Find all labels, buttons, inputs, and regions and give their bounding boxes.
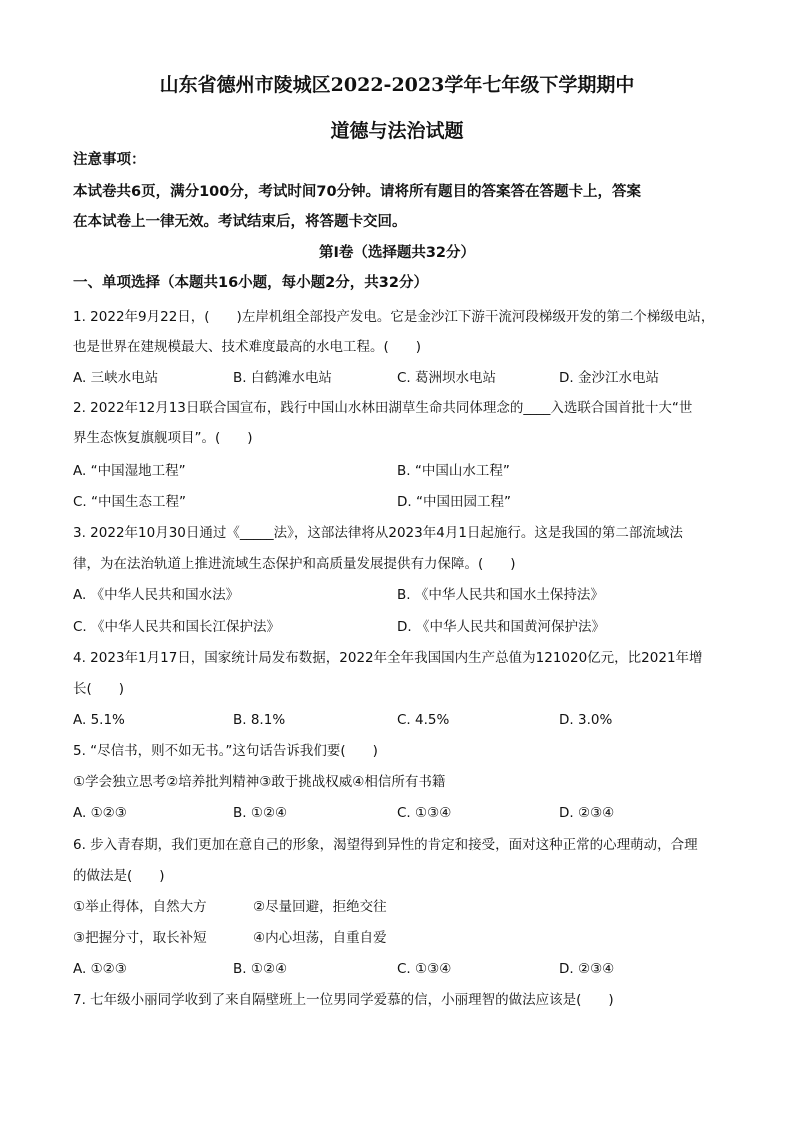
q1-option-a: A. 三峡水电站 xyxy=(73,370,159,386)
q6-option-b: B. ①②④ xyxy=(233,961,288,977)
q5-option-a: A. ①②③ xyxy=(73,805,127,821)
q6-option-a: A. ①②③ xyxy=(73,961,127,977)
section-title: 一、单项选择（本题共16小题，每小题2分，共32分） xyxy=(73,275,428,291)
part-title: 第Ⅰ卷（选择题共32分） xyxy=(318,245,476,261)
question-5-statements: ①学会独立思考②培养批判精神③敢于挑战权威④相信所有书籍 xyxy=(73,774,446,790)
question-6-text: 6. 步入青春期，我们更加在意自己的形象，渴望得到异性的肯定和接受，面对这种正常的心理萌动，合理 xyxy=(73,837,698,853)
q6-option-c: C. ①③④ xyxy=(397,961,452,977)
notice-line: 本试卷共6页，满分100分，考试时间70分钟。请将所有题目的答案答在答题卡上，答案 xyxy=(73,184,642,200)
question-3-text: 律，为在法治轨道上推进流域生态保护和高质量发展提供有力保障。( ) xyxy=(73,556,516,572)
q6-statement: ④内心坦荡，自重自爱 xyxy=(253,930,387,946)
q3-option-c: C. 《中华人民共和国长江保护法》 xyxy=(73,619,281,635)
q1-option-c: C. 葛洲坝水电站 xyxy=(397,370,497,386)
q2-option-a: A. “中国湿地工程” xyxy=(73,463,186,479)
q3-option-d: D. 《中华人民共和国黄河保护法》 xyxy=(397,619,605,635)
q5-option-b: B. ①②④ xyxy=(233,805,288,821)
q4-option-b: B. 8.1% xyxy=(233,712,286,728)
q1-option-b: B. 白鹤滩水电站 xyxy=(233,370,332,386)
question-2-text: 界生态恢复旗舰项目”。( ) xyxy=(73,430,253,446)
q2-option-c: C. “中国生态工程” xyxy=(73,494,186,510)
q1-option-d: D. 金沙江水电站 xyxy=(559,370,659,386)
q2-option-b: B. “中国山水工程” xyxy=(397,463,510,479)
question-3-text: 3. 2022年10月30日通过《_____法》，这部法律将从2023年4月1日起施行。这是我国的第二部流域法 xyxy=(73,525,683,541)
q5-option-d: D. ②③④ xyxy=(559,805,615,821)
notice-heading: 注意事项： xyxy=(73,152,146,168)
q6-statement: ③把握分寸，取长补短 xyxy=(73,930,207,946)
q3-option-b: B. 《中华人民共和国水土保持法》 xyxy=(397,587,604,603)
q4-option-a: A. 5.1% xyxy=(73,712,125,728)
question-4-text: 4. 2023年1月17日，国家统计局发布数据，2022年全年我国国内生产总值为121020亿元，比2021年增 xyxy=(73,650,703,666)
q6-statement: ①举止得体，自然大方 xyxy=(73,899,207,915)
question-1-text: 1. 2022年9月22日，( )左岸机组全部投产发电。它是金沙江下游干流河段梯级开发的第二个梯级电站， xyxy=(73,309,715,325)
q6-option-d: D. ②③④ xyxy=(559,961,615,977)
question-1-text: 也是世界在建规模最大、技术难度最高的水电工程。( ) xyxy=(73,339,422,355)
q4-option-c: C. 4.5% xyxy=(397,712,450,728)
question-4-text: 长( ) xyxy=(73,681,125,697)
q6-statement: ②尽量回避，拒绝交往 xyxy=(253,899,387,915)
question-7-text: 7. 七年级小丽同学收到了来自隔壁班上一位男同学爱慕的信，小丽理智的做法应该是( ) xyxy=(73,992,614,1008)
notice-line: 在本试卷上一律无效。考试结束后，将答题卡交回。 xyxy=(73,214,407,230)
exam-title: 山东省德州市陵城区2022-2023学年七年级下学期期中 xyxy=(159,74,635,96)
question-6-text: 的做法是( ) xyxy=(73,868,165,884)
q4-option-d: D. 3.0% xyxy=(559,712,613,728)
q3-option-a: A. 《中华人民共和国水法》 xyxy=(73,587,240,603)
question-2-text: 2. 2022年12月13日联合国宣布，践行中国山水林田湖草生命共同体理念的____入选联合国首批十大“世 xyxy=(73,400,693,416)
q2-option-d: D. “中国田园工程” xyxy=(397,494,511,510)
question-5-text: 5. “尽信书，则不如无书。”这句话告诉我们要( ) xyxy=(73,743,378,759)
q5-option-c: C. ①③④ xyxy=(397,805,452,821)
exam-subtitle: 道德与法治试题 xyxy=(330,120,464,142)
